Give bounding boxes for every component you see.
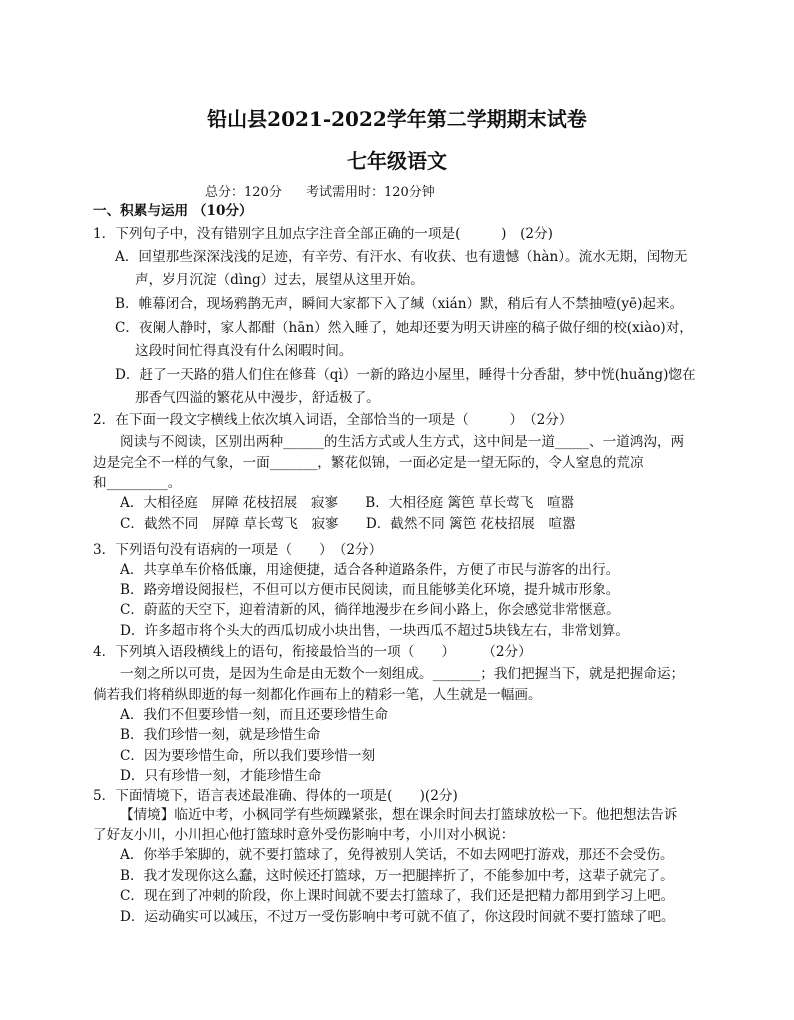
option-d-cont: 那香气四溢的繁花从中漫步，舒适极了。 [135, 390, 380, 406]
passage-line: 一刻之所以可贵，是因为生命是由无数个一刻组成。_______；我们把握当下，就是把握命运； [120, 666, 685, 682]
question-stem: 5．下面情境下，语言表述最准确、得体的一项是( )(2分) [93, 788, 458, 804]
passage-line: 和_________。 [93, 475, 182, 491]
option-row: A．大相径庭 屏障 花枝招展 寂寥 B．大相径庭 篱笆 草长莺飞 喧嚣 [120, 495, 575, 511]
option-a: A．共享单车价格低廉，用途便捷，适合各种道路条件，方便了市民与游客的出行。 [120, 562, 620, 578]
passage-line: 阅读与不阅读，区别出两种______的生活方式或人生方式，这中间是一道_____、一道鸿沟，两 [120, 434, 685, 450]
option-b: B．路旁增设阅报栏，不但可以方便市民阅读，而且能够美化环境，提升城市形象。 [120, 582, 620, 598]
option-c: C．因为要珍惜生命，所以我们要珍惜一刻 [120, 748, 376, 764]
option-b: B．帷幕闭合，现场鸦鹊无声，瞬间大家都下入了缄（xián）默，稍后有人不禁抽噎(yē)起来。 [115, 296, 684, 312]
option-d: D．许多超市将个头大的西瓜切成小块出售，一块西瓜不超过5块钱左右，非常划算。 [120, 623, 629, 639]
exam-title: 铅山县2021-2022学年第二学期期末试卷 [207, 107, 587, 131]
question-stem: 3．下列语句没有语病的一项是（ ） （2分） [93, 542, 383, 558]
option-row: C．截然不同 屏障 草长莺飞 寂寥 D．截然不同 篱笆 花枝招展 喧嚣 [120, 516, 576, 532]
exam-time: 考试需用时：120分钟 [305, 185, 435, 200]
option-d: D．赶了一天路的猎人们住在修葺（qì）一新的路边小屋里，睡得十分香甜，梦中恍(huǎng)惚在 [115, 367, 696, 383]
option-c: C．蔚蓝的天空下，迎着清新的风，徜徉地漫步在乡间小路上，你会感觉非常惬意。 [120, 602, 620, 618]
option-c: C．夜阑人静时，家人都酣（hān）然入睡了，她却还要为明天讲座的稿子做仔细的校(xiào)对， [115, 320, 693, 336]
option-c-cont: 这段时间忙得真没有什么闲暇时间。 [135, 343, 353, 359]
option-b: B．我们珍惜一刻，就是珍惜生命 [120, 727, 321, 743]
option-d: D．运动确实可以减压，不过万一受伤影响中考可就不值了，你这段时间就不要打篮球了吧。 [120, 909, 675, 925]
option-d: D．只有珍惜一刻，才能珍惜生命 [120, 768, 322, 784]
passage-line: 倘若我们将稍纵即逝的每一刻都化作画布上的精彩一笔，人生就是一幅画。 [93, 687, 542, 703]
option-a-cont: 声，岁月沉淀（dìng）过去，展望从这里开始。 [135, 272, 424, 288]
section-heading: 一、积累与运用 （10分） [93, 203, 253, 219]
exam-meta [205, 181, 435, 200]
exam-subtitle: 七年级语文 [347, 149, 447, 173]
option-c: C．现在到了冲刺的阶段，你上课时间就不要去打篮球了，我们还是把精力都用到学习上吧。 [120, 888, 675, 904]
option-a: A．我们不但要珍惜一刻，而且还要珍惜生命 [120, 707, 389, 723]
option-a: A．回望那些深深浅浅的足迹，有辛劳、有汗水、有收获、也有遗憾（hàn）。流水无期，闰物无 [115, 249, 688, 265]
scenario-line: 了好友小川，小川担心他打篮球时意外受伤影响中考，小川对小枫说： [93, 827, 515, 843]
option-b: B．我才发现你这么蠢，这时候还打篮球，万一把腿摔折了，不能参加中考，这辈子就完了。 [120, 868, 674, 884]
question-stem: 4．下列填入语段横线上的语句，衔接最恰当的一项（ ） （2分） [93, 644, 532, 660]
passage-line: 边是完全不一样的气象，一面_______，繁花似锦，一面必定是一望无际的，令人窒息的荒凉 [93, 455, 644, 471]
question-stem: 2．在下面一段文字横线上依次填入词语，全部恰当的一项是（ ） （2分） [93, 412, 573, 428]
option-a: A．你举手笨脚的，就不要打篮球了，免得被别人笑话，不如去网吧打游戏，那还不会受伤。 [120, 847, 674, 863]
total-score: 总分：120分 [205, 185, 282, 200]
scenario-line: 【情境】临近中考，小枫同学有些烦躁紧张，想在课余时间去打篮球放松一下。他把想法告诉 [120, 807, 678, 823]
question-stem: 1．下列句子中，没有错别字且加点字注音全部正确的一项是( ) (2分) [93, 226, 553, 242]
